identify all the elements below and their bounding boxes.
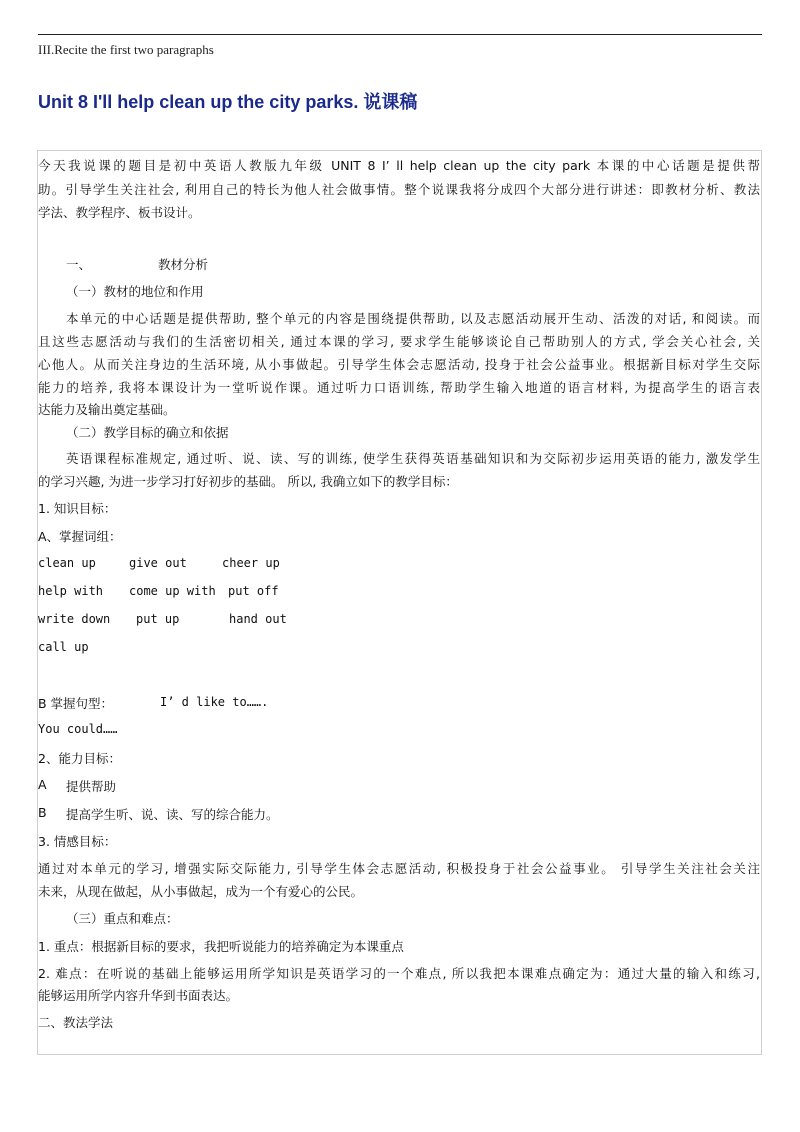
phrase-cell: write down <box>38 612 111 626</box>
para3-line-2: 未来，从现在做起，从小事做起，成为一个有爱心的公民。 <box>38 884 364 899</box>
section-1-number: 一、 <box>66 257 92 272</box>
document-title: Unit 8 I'll help clean up the city parks. 说课稿 <box>38 92 418 112</box>
page-header: III.Recite the first two paragraphs <box>38 42 214 57</box>
phrase-cell: give out <box>129 556 187 570</box>
goal-1-heading: 1. 知识目标： <box>38 501 117 516</box>
goal-2-heading: 2、能力目标： <box>38 751 121 766</box>
subsection-1-heading: （一）教材的地位和作用 <box>66 284 204 299</box>
para2-line-1: 英语课程标准规定, 通过听、说、读、写的训练, 使学生获得英语基础知识和为交际初步运用英语的能力, 激发学生 <box>66 451 760 466</box>
phrase-cell: cheer up <box>222 556 280 570</box>
para1-line-4: 能力的培养, 我将本课设计为一堂听说作课。通过听力口语训练, 帮助学生输入地道的语言材料, 为提高学生的语言表 <box>38 380 760 395</box>
sentence-pattern-2: You could…… <box>38 722 118 736</box>
para1-line-3: 心他人。从而关注身边的生活环境, 从小事做起。引导学生体会志愿活动, 投身于社会公益事业。根据新目标对学生交际 <box>38 357 760 372</box>
phrase-cell: help with <box>38 584 104 598</box>
phrase-cell: put up <box>136 612 180 626</box>
phrase-cell: call up <box>38 640 89 654</box>
header-rule <box>38 34 762 35</box>
phrase-cell: clean up <box>38 556 96 570</box>
section-1-title: 教材分析 <box>158 257 209 272</box>
phrase-cell: come up with <box>129 584 216 598</box>
key-point: 1. 重点：根据新目标的要求，我把听说能力的培养确定为本课重点 <box>38 939 404 954</box>
ability-text: 提高学生听、说、读、写的综合能力。 <box>66 807 279 822</box>
phrase-cell: put off <box>228 584 279 598</box>
ability-letter: B <box>38 805 47 820</box>
para3-line-1: 通过对本单元的学习, 增强实际交际能力, 引导学生体会志愿活动, 积极投身于社会公益事业。 引导学生关注社会关注 <box>38 861 760 876</box>
difficult-line-2: 能够运用所学内容升华到书面表达。 <box>38 988 239 1003</box>
subsection-2-heading: （二）教学目标的确立和依据 <box>66 425 229 440</box>
intro-line-1: 今天我说课的题目是初中英语人教版九年级 UNIT 8 I’ ll help clean up the city park 本课的中心话题是提供帮 <box>38 158 760 173</box>
phrase-cell: hand out <box>229 612 287 626</box>
intro-line-2: 助。引导学生关注社会, 利用自己的特长为他人社会做事情。整个说课我将分成四个大部分进行讲述：即教材分析、教法 <box>38 182 760 197</box>
goal-3-heading: 3. 情感目标： <box>38 834 117 849</box>
para1-line-5: 达能力及输出奠定基础。 <box>38 402 176 417</box>
para1-line-1: 本单元的中心话题是提供帮助, 整个单元的内容是围绕提供帮助, 以及志愿活动展开生动、活泼的对话, 和阅读。而 <box>66 311 760 326</box>
goal-a-heading: A、掌握词组： <box>38 529 122 544</box>
sentence-pattern-1: I’ d like to……. <box>160 695 269 709</box>
goal-b-heading: B 掌握句型： <box>38 696 114 711</box>
difficult-line-1: 2. 难点：在听说的基础上能够运用所学知识是英语学习的一个难点, 所以我把本课难点确定为：通过大量的输入和练习, <box>38 966 760 981</box>
intro-line-3: 学法、教学程序、板书设计。 <box>38 205 201 220</box>
ability-text: 提供帮助 <box>66 779 117 794</box>
para1-line-2: 且这些志愿活动与我们的生活密切相关, 通过本课的学习, 要求学生能够谈论自己帮助别人的方式, 学会关心社会, 关 <box>38 334 760 349</box>
section-2-heading: 二、教法学法 <box>38 1015 114 1030</box>
para2-line-2: 的学习兴趣, 为进一步学习打好初步的基础。 所以, 我确立如下的教学目标： <box>38 474 458 489</box>
subsection-3-heading: （三）重点和难点： <box>66 911 179 926</box>
ability-letter: A <box>38 777 47 792</box>
